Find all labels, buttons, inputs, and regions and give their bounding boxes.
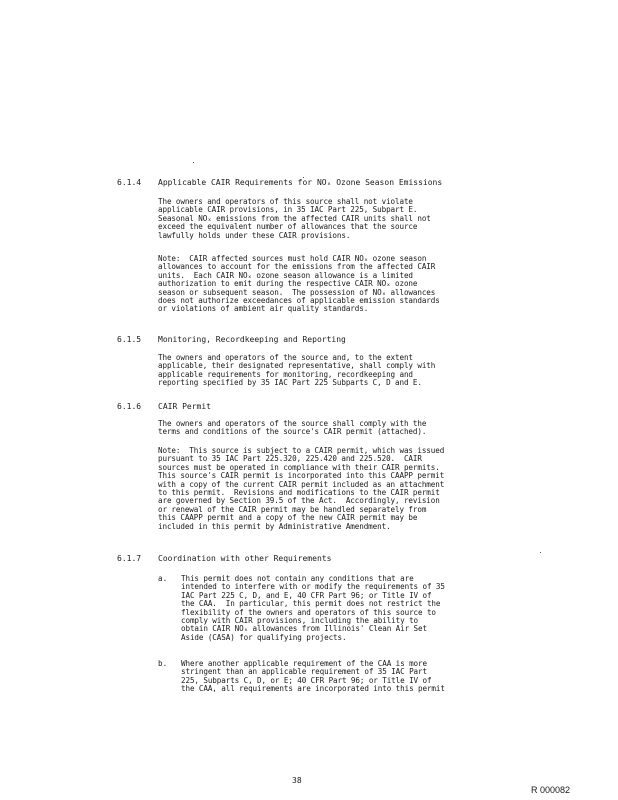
scan-speck: [193, 162, 194, 163]
section-title: CAIR Permit: [158, 402, 211, 411]
section-title: Coordination with other Requirements: [158, 554, 332, 563]
section-number: 6.1.4: [117, 178, 142, 187]
section-title: Monitoring, Recordkeeping and Reporting: [158, 335, 346, 344]
section-number: 6.1.5: [117, 335, 142, 344]
scan-speck: [540, 552, 541, 553]
paragraph: The owners and operators of this source shall not violate applicable CAIR provisions, in 35 IAC Part 225, Subpart E. Seasonal NOₓ emissions from the affected CAIR units shall not exceed the equivalent number of allowances that the source lawfully holds under these CAIR provisions.: [158, 197, 431, 240]
note-paragraph: Note: This source is subject to a CAIR permit, which was issued pursuant to 35 IAC Part 225.320, 225.420 and 225.520. CAIR sources must be operated in compliance with their CAIR permits. This source's CAIR permit is incorporated into this CAAPP permit with a copy of the current CAIR permit included as an attachment to this permit. Revisions and modifications to the CAIR permit are governed by Section 39.5 of the Act. Accordingly, revision or renewal of the CAIR permit may be handled separately from this CAAPP permit and a copy of the new CAIR permit may be included in this permit by Administrative Amendment.: [158, 446, 445, 531]
list-item-letter: b.: [158, 659, 168, 668]
page-number: 38: [292, 776, 302, 785]
section-title: Applicable CAIR Requirements for NOₓ Ozone Season Emissions: [158, 178, 443, 187]
list-item-letter: a.: [158, 574, 168, 583]
bates-number: R 000082: [531, 785, 571, 795]
section-number: 6.1.7: [117, 554, 142, 563]
note-paragraph: Note: CAIR affected sources must hold CAIR NOₓ ozone season allowances to account for the emissions from the affected CAIR units. Each CAIR NOₓ ozone season allowance is a limited authorization to emit during the respective CAIR NOₓ ozone season or subsequent season. The possession of NOₓ allowances does not authorize exceedances of applicable emission standards or violations of ambient air quality standards.: [158, 254, 440, 314]
paragraph: The owners and operators of the source and, to the extent applicable, their designated representative, shall comply with applicable requirements for monitoring, recordkeeping and reporting specified by 35 IAC Part 225 Subparts C, D and E.: [158, 353, 436, 388]
section-number: 6.1.6: [117, 402, 142, 411]
list-item-text: This permit does not contain any conditions that are intended to interfere with or modify the requirements of 35 IAC Part 225 C, D, and E, 40 CFR Part 96; or Title IV of the CAA. In particular, this permit does not restrict the flexibility of the owners and operators of this source to comply with CAIR provisions, including the ability to obtain CAIR NOₓ allowances from Illinois' Clean Air Set Aside (CASA) for qualifying projects.: [181, 574, 445, 642]
list-item-text: Where another applicable requirement of the CAA is more stringent than an applicable requirement of 35 IAC Part 225, Subparts C, D, or E; 40 CFR Part 96; or Title IV of the CAA, all requirements are incorporated into this permit: [181, 659, 445, 694]
paragraph: The owners and operators of the source shall comply with the terms and conditions of the source's CAIR permit (attached).: [158, 419, 427, 437]
